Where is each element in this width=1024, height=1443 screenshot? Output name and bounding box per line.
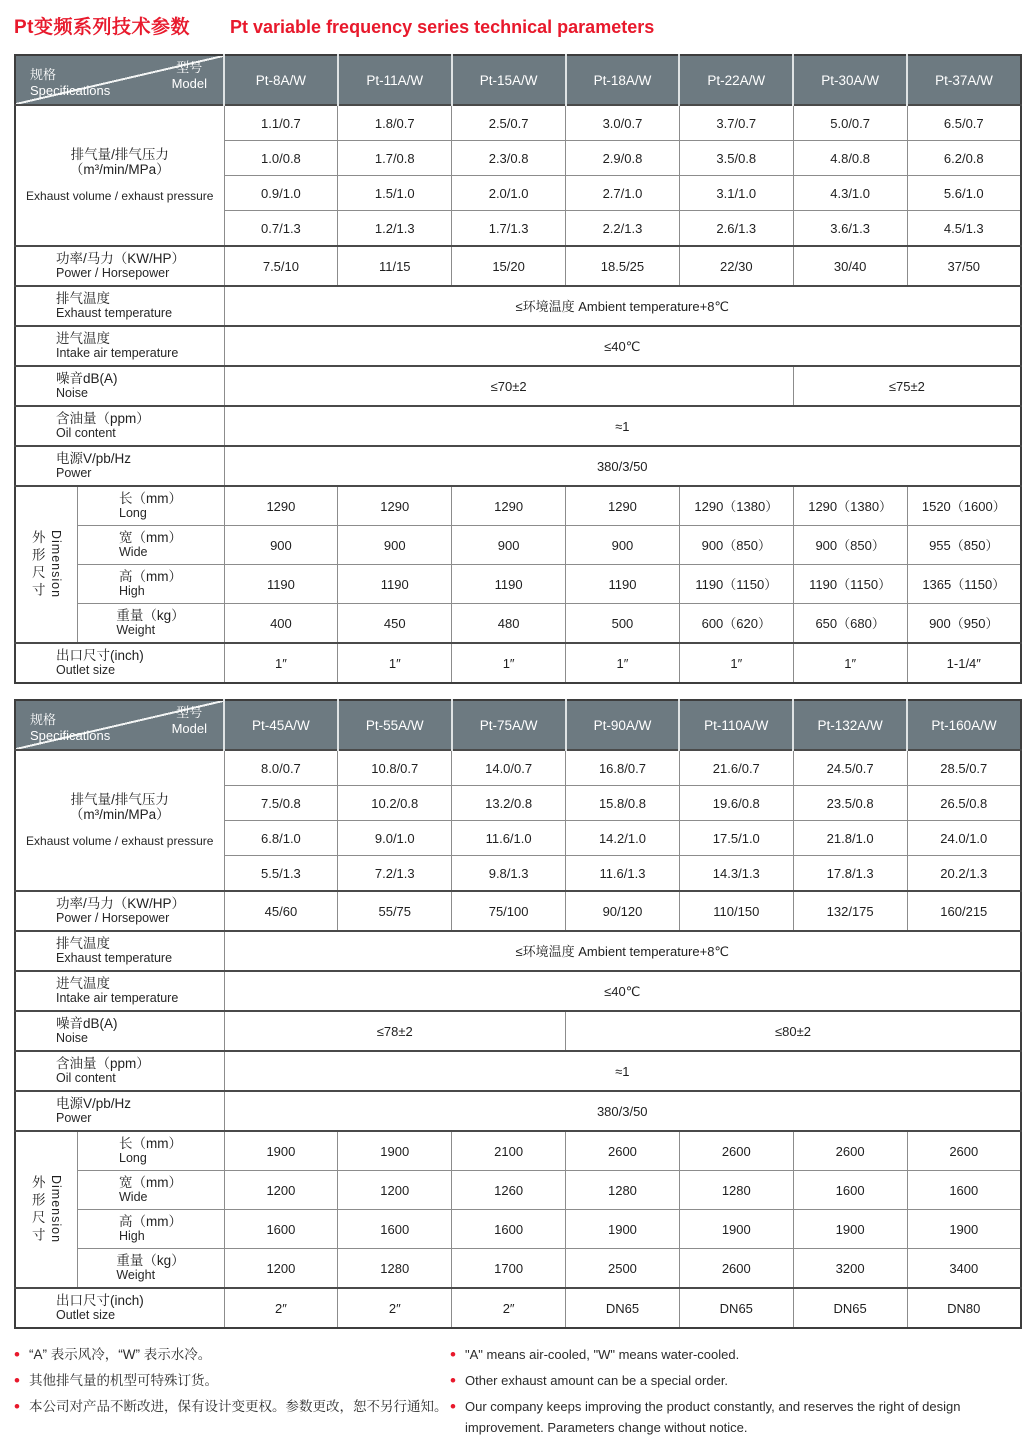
value-cell: 14.0/0.7	[452, 750, 566, 786]
value-cell: 7.2/1.3	[338, 856, 452, 892]
value-cell: 4.3/1.0	[793, 176, 907, 211]
value-cell: 1″	[679, 643, 793, 683]
value-cell: 10.2/0.8	[338, 786, 452, 821]
merged-value-cell: ≤70±2	[224, 366, 793, 406]
merged-value-cell: ≤75±2	[793, 366, 1021, 406]
value-cell: 75/100	[452, 891, 566, 931]
value-cell: 1190（1150）	[793, 565, 907, 604]
value-cell: 9.8/1.3	[452, 856, 566, 892]
value-cell: 1280	[338, 1249, 452, 1289]
value-cell: 15.8/0.8	[566, 786, 680, 821]
value-cell: 22/30	[679, 246, 793, 286]
value-cell: 45/60	[224, 891, 338, 931]
model-header: Pt-30A/W	[793, 55, 907, 105]
value-cell: 55/75	[338, 891, 452, 931]
value-cell: 9.0/1.0	[338, 821, 452, 856]
value-cell: 23.5/0.8	[793, 786, 907, 821]
value-cell: 1190	[338, 565, 452, 604]
value-cell: 2500	[566, 1249, 680, 1289]
value-cell: 2.2/1.3	[566, 211, 680, 247]
value-cell: 24.0/1.0	[907, 821, 1021, 856]
value-cell: 2.0/1.0	[452, 176, 566, 211]
spec-table	[14, 699, 1022, 1329]
spec-table	[14, 54, 1022, 684]
model-header: Pt-18A/W	[566, 55, 680, 105]
value-cell: 3.6/1.3	[793, 211, 907, 247]
footnotes-english	[450, 1344, 1022, 1443]
value-cell: 11.6/1.3	[566, 856, 680, 892]
value-cell: 1190	[224, 565, 338, 604]
value-cell: 18.5/25	[566, 246, 680, 286]
value-cell: 900	[566, 526, 680, 565]
corner-model-label: 型号 Model	[171, 60, 207, 91]
note-item: • Other exhaust amount can be a special order.	[450, 1370, 1022, 1391]
corner-header-cell	[15, 700, 224, 750]
row-label: 出口尺寸(inch) Outlet size	[15, 1288, 224, 1328]
value-cell: 1″	[793, 643, 907, 683]
value-cell: 1″	[224, 643, 338, 683]
value-cell: 1280	[679, 1171, 793, 1210]
value-cell: 3.0/0.7	[566, 105, 680, 141]
value-cell: 1.8/0.7	[338, 105, 452, 141]
value-cell: 2″	[452, 1288, 566, 1328]
value-cell: 16.8/0.7	[566, 750, 680, 786]
page-title	[14, 12, 1022, 46]
value-cell: 1.7/0.8	[338, 141, 452, 176]
value-cell: 110/150	[679, 891, 793, 931]
row-label: 宽（mm） Wide	[77, 526, 224, 565]
model-header: Pt-45A/W	[224, 700, 338, 750]
value-cell: 1600	[224, 1210, 338, 1249]
value-cell: 1900	[679, 1210, 793, 1249]
corner-header-cell	[15, 55, 224, 105]
footnotes-chinese	[14, 1344, 450, 1443]
value-cell: 5.6/1.0	[907, 176, 1021, 211]
model-header: Pt-55A/W	[338, 700, 452, 750]
value-cell: 1280	[566, 1171, 680, 1210]
value-cell: 2.6/1.3	[679, 211, 793, 247]
row-label: 功率/马力（KW/HP） Power / Horsepower	[15, 246, 224, 286]
value-cell: 1.5/1.0	[338, 176, 452, 211]
value-cell: 160/215	[907, 891, 1021, 931]
value-cell: 28.5/0.7	[907, 750, 1021, 786]
value-cell: 1200	[224, 1171, 338, 1210]
row-label: 排气量/排气压力 （m³/min/MPa） Exhaust volume / exhaust pressure	[15, 750, 224, 891]
value-cell: 4.8/0.8	[793, 141, 907, 176]
parameters-table-small-models	[14, 54, 1022, 684]
value-cell: 1200	[224, 1249, 338, 1289]
row-label: 排气温度 Exhaust temperature	[15, 286, 224, 326]
value-cell: 2600	[566, 1131, 680, 1171]
value-cell: 1260	[452, 1171, 566, 1210]
parameters-table-large-models	[14, 699, 1022, 1329]
note-item: • Our company keeps improving the product constantly, and reserves the right of design improvement. Parameters change without notice.	[450, 1396, 1022, 1438]
value-cell: 500	[566, 604, 680, 644]
value-cell: 480	[452, 604, 566, 644]
value-cell: 11/15	[338, 246, 452, 286]
merged-value-cell: ≤80±2	[566, 1011, 1021, 1051]
row-label: 长（mm） Long	[77, 486, 224, 526]
value-cell: 3.1/1.0	[679, 176, 793, 211]
value-cell: 1″	[566, 643, 680, 683]
model-header: Pt-75A/W	[452, 700, 566, 750]
value-cell: DN65	[793, 1288, 907, 1328]
corner-model-label: 型号 Model	[171, 705, 207, 736]
dimension-side-label: 外形尺寸 Dimension	[15, 1131, 77, 1288]
value-cell: 1290	[452, 486, 566, 526]
value-cell: 900	[452, 526, 566, 565]
value-cell: 6.5/0.7	[907, 105, 1021, 141]
value-cell: 955（850）	[907, 526, 1021, 565]
model-header: Pt-110A/W	[679, 700, 793, 750]
note-item: • 本公司对产品不断改进，保有设计变更权。参数更改，恕不另行通知。	[14, 1396, 450, 1417]
value-cell: 2″	[224, 1288, 338, 1328]
value-cell: 0.7/1.3	[224, 211, 338, 247]
title-chinese: Pt变频系列技术参数	[14, 17, 191, 38]
row-label: 进气温度 Intake air temperature	[15, 326, 224, 366]
value-cell: 17.5/1.0	[679, 821, 793, 856]
value-cell: 900（950）	[907, 604, 1021, 644]
value-cell: 10.8/0.7	[338, 750, 452, 786]
value-cell: 1290	[338, 486, 452, 526]
row-label: 进气温度 Intake air temperature	[15, 971, 224, 1011]
model-header: Pt-8A/W	[224, 55, 338, 105]
value-cell: 6.8/1.0	[224, 821, 338, 856]
value-cell: 90/120	[566, 891, 680, 931]
value-cell: 13.2/0.8	[452, 786, 566, 821]
value-cell: 37/50	[907, 246, 1021, 286]
value-cell: 17.8/1.3	[793, 856, 907, 892]
value-cell: 1″	[452, 643, 566, 683]
value-cell: 1365（1150）	[907, 565, 1021, 604]
model-header: Pt-160A/W	[907, 700, 1021, 750]
row-label: 电源V/pb/Hz Power	[15, 1091, 224, 1131]
row-label: 长（mm） Long	[77, 1131, 224, 1171]
merged-value-cell: 380/3/50	[224, 1091, 1021, 1131]
value-cell: 1190（1150）	[679, 565, 793, 604]
value-cell: 1.0/0.8	[224, 141, 338, 176]
row-label: 电源V/pb/Hz Power	[15, 446, 224, 486]
value-cell: 14.3/1.3	[679, 856, 793, 892]
value-cell: 1.2/1.3	[338, 211, 452, 247]
value-cell: 1700	[452, 1249, 566, 1289]
value-cell: 7.5/0.8	[224, 786, 338, 821]
corner-spec-label: 规格 Specifications	[30, 712, 111, 743]
value-cell: 3200	[793, 1249, 907, 1289]
value-cell: 1520（1600）	[907, 486, 1021, 526]
value-cell: 7.5/10	[224, 246, 338, 286]
value-cell: 2600	[907, 1131, 1021, 1171]
value-cell: 21.8/1.0	[793, 821, 907, 856]
value-cell: 1-1/4″	[907, 643, 1021, 683]
value-cell: 1290（1380）	[679, 486, 793, 526]
value-cell: 1900	[907, 1210, 1021, 1249]
value-cell: 1600	[907, 1171, 1021, 1210]
value-cell: 5.0/0.7	[793, 105, 907, 141]
model-header: Pt-132A/W	[793, 700, 907, 750]
value-cell: 1190	[452, 565, 566, 604]
dimension-side-label: 外形尺寸 Dimension	[15, 486, 77, 643]
merged-value-cell: ≤40℃	[224, 326, 1021, 366]
merged-value-cell: ≤40℃	[224, 971, 1021, 1011]
value-cell: 19.6/0.8	[679, 786, 793, 821]
value-cell: 11.6/1.0	[452, 821, 566, 856]
footnotes	[14, 1344, 1022, 1443]
note-item: • "A" means air-cooled, "W" means water-cooled.	[450, 1344, 1022, 1365]
note-item: • 其他排气量的机型可特殊订货。	[14, 1370, 450, 1391]
row-label: 排气量/排气压力 （m³/min/MPa） Exhaust volume / exhaust pressure	[15, 105, 224, 246]
value-cell: DN65	[566, 1288, 680, 1328]
value-cell: 1290	[224, 486, 338, 526]
value-cell: 132/175	[793, 891, 907, 931]
title-english: Pt variable frequency series technical parameters	[230, 17, 655, 37]
value-cell: 400	[224, 604, 338, 644]
value-cell: 600（620）	[679, 604, 793, 644]
value-cell: 1600	[452, 1210, 566, 1249]
value-cell: 650（680）	[793, 604, 907, 644]
value-cell: 2600	[679, 1249, 793, 1289]
value-cell: 1″	[338, 643, 452, 683]
row-label: 噪音dB(A) Noise	[15, 366, 224, 406]
value-cell: 1.7/1.3	[452, 211, 566, 247]
value-cell: 24.5/0.7	[793, 750, 907, 786]
value-cell: 1900	[793, 1210, 907, 1249]
value-cell: 900	[338, 526, 452, 565]
model-header: Pt-37A/W	[907, 55, 1021, 105]
row-label: 含油量（ppm） Oil content	[15, 1051, 224, 1091]
note-item: • “A” 表示风冷，“W” 表示水冷。	[14, 1344, 450, 1365]
value-cell: 1900	[338, 1131, 452, 1171]
value-cell: 3.7/0.7	[679, 105, 793, 141]
value-cell: 1600	[793, 1171, 907, 1210]
value-cell: 1290	[566, 486, 680, 526]
value-cell: 21.6/0.7	[679, 750, 793, 786]
value-cell: DN65	[679, 1288, 793, 1328]
value-cell: DN80	[907, 1288, 1021, 1328]
merged-value-cell: ≈1	[224, 406, 1021, 446]
merged-value-cell: ≤环境温度 Ambient temperature+8℃	[224, 931, 1021, 971]
row-label: 宽（mm） Wide	[77, 1171, 224, 1210]
merged-value-cell: ≈1	[224, 1051, 1021, 1091]
value-cell: 1200	[338, 1171, 452, 1210]
row-label: 重量（kg） Weight	[77, 1249, 224, 1289]
value-cell: 2.5/0.7	[452, 105, 566, 141]
value-cell: 2600	[679, 1131, 793, 1171]
value-cell: 900（850）	[679, 526, 793, 565]
value-cell: 2″	[338, 1288, 452, 1328]
corner-spec-label: 规格 Specifications	[30, 67, 111, 98]
value-cell: 1900	[566, 1210, 680, 1249]
value-cell: 6.2/0.8	[907, 141, 1021, 176]
value-cell: 2.3/0.8	[452, 141, 566, 176]
row-label: 高（mm） High	[77, 1210, 224, 1249]
value-cell: 1.1/0.7	[224, 105, 338, 141]
merged-value-cell: ≤环境温度 Ambient temperature+8℃	[224, 286, 1021, 326]
value-cell: 1900	[224, 1131, 338, 1171]
row-label: 含油量（ppm） Oil content	[15, 406, 224, 446]
value-cell: 26.5/0.8	[907, 786, 1021, 821]
value-cell: 900	[224, 526, 338, 565]
value-cell: 1190	[566, 565, 680, 604]
row-label: 排气温度 Exhaust temperature	[15, 931, 224, 971]
value-cell: 1290（1380）	[793, 486, 907, 526]
value-cell: 15/20	[452, 246, 566, 286]
row-label: 噪音dB(A) Noise	[15, 1011, 224, 1051]
value-cell: 30/40	[793, 246, 907, 286]
merged-value-cell: 380/3/50	[224, 446, 1021, 486]
value-cell: 3.5/0.8	[679, 141, 793, 176]
model-header: Pt-22A/W	[679, 55, 793, 105]
value-cell: 2100	[452, 1131, 566, 1171]
value-cell: 1600	[338, 1210, 452, 1249]
model-header: Pt-15A/W	[452, 55, 566, 105]
model-header: Pt-11A/W	[338, 55, 452, 105]
value-cell: 900（850）	[793, 526, 907, 565]
value-cell: 8.0/0.7	[224, 750, 338, 786]
value-cell: 20.2/1.3	[907, 856, 1021, 892]
value-cell: 450	[338, 604, 452, 644]
row-label: 高（mm） High	[77, 565, 224, 604]
value-cell: 4.5/1.3	[907, 211, 1021, 247]
value-cell: 3400	[907, 1249, 1021, 1289]
value-cell: 2600	[793, 1131, 907, 1171]
value-cell: 2.9/0.8	[566, 141, 680, 176]
value-cell: 2.7/1.0	[566, 176, 680, 211]
value-cell: 14.2/1.0	[566, 821, 680, 856]
row-label: 功率/马力（KW/HP） Power / Horsepower	[15, 891, 224, 931]
row-label: 重量（kg） Weight	[77, 604, 224, 644]
merged-value-cell: ≤78±2	[224, 1011, 566, 1051]
model-header: Pt-90A/W	[566, 700, 680, 750]
value-cell: 5.5/1.3	[224, 856, 338, 892]
row-label: 出口尺寸(inch) Outlet size	[15, 643, 224, 683]
value-cell: 0.9/1.0	[224, 176, 338, 211]
